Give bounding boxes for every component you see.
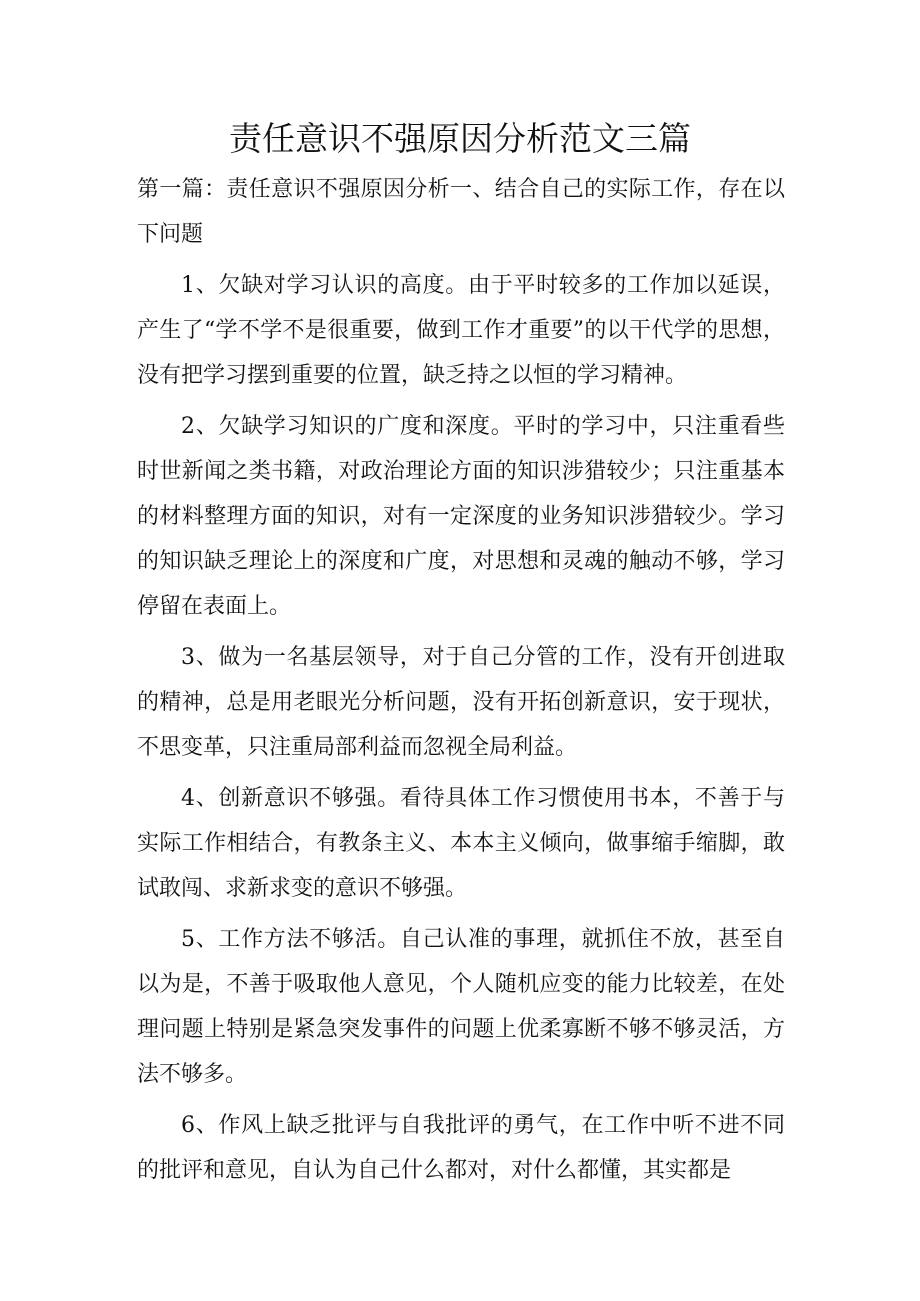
document-body	[137, 167, 785, 1193]
paragraph-2: 2、欠缺学习知识的广度和深度。平时的学习中，只注重看些时世新闻之类书籍，对政治理论方面的知识涉猎较少；只注重基本的材料整理方面的知识，对有一定深度的业务知识涉猎较少。学习的知识缺乏理论上的深度和广度，对思想和灵魂的触动不够，学习停留在表面上。	[137, 414, 785, 619]
paragraph-5: 5、工作方法不够活。自己认准的事理，就抓住不放，甚至自以为是，不善于吸取他人意见，个人随机应变的能力比较差，在处理问题上特别是紧急突发事件的问题上优柔寡断不够不够灵活，方法不够多。	[137, 927, 785, 1087]
paragraph-3: 3、做为一名基层领导，对于自己分管的工作，没有开创进取的精神，总是用老眼光分析问题，没有开拓创新意识，安于现状，不思变革，只注重局部利益而忽视全局利益。	[137, 645, 785, 760]
document-title: 责任意识不强原因分析范文三篇	[229, 119, 691, 158]
paragraph-6: 6、作风上缺乏批评与自我批评的勇气，在工作中听不进不同的批评和意见，自认为自己什么都对，对什么都懂，其实都是	[137, 1113, 785, 1183]
intro-paragraph: 第一篇：责任意识不强原因分析一、结合自己的实际工作，存在以下问题	[137, 177, 785, 247]
paragraph-4: 4、创新意识不够强。看待具体工作习惯使用书本，不善于与实际工作相结合，有教条主义、本本主义倾向，做事缩手缩脚，敢试敢闯、求新求变的意识不够强。	[137, 786, 785, 901]
paragraph-1: 1、欠缺对学习认识的高度。由于平时较多的工作加以延误，产生了“学不学不是很重要，做到工作才重要”的以干代学的思想，没有把学习摆到重要的位置，缺乏持之以恒的学习精神。	[137, 273, 785, 388]
